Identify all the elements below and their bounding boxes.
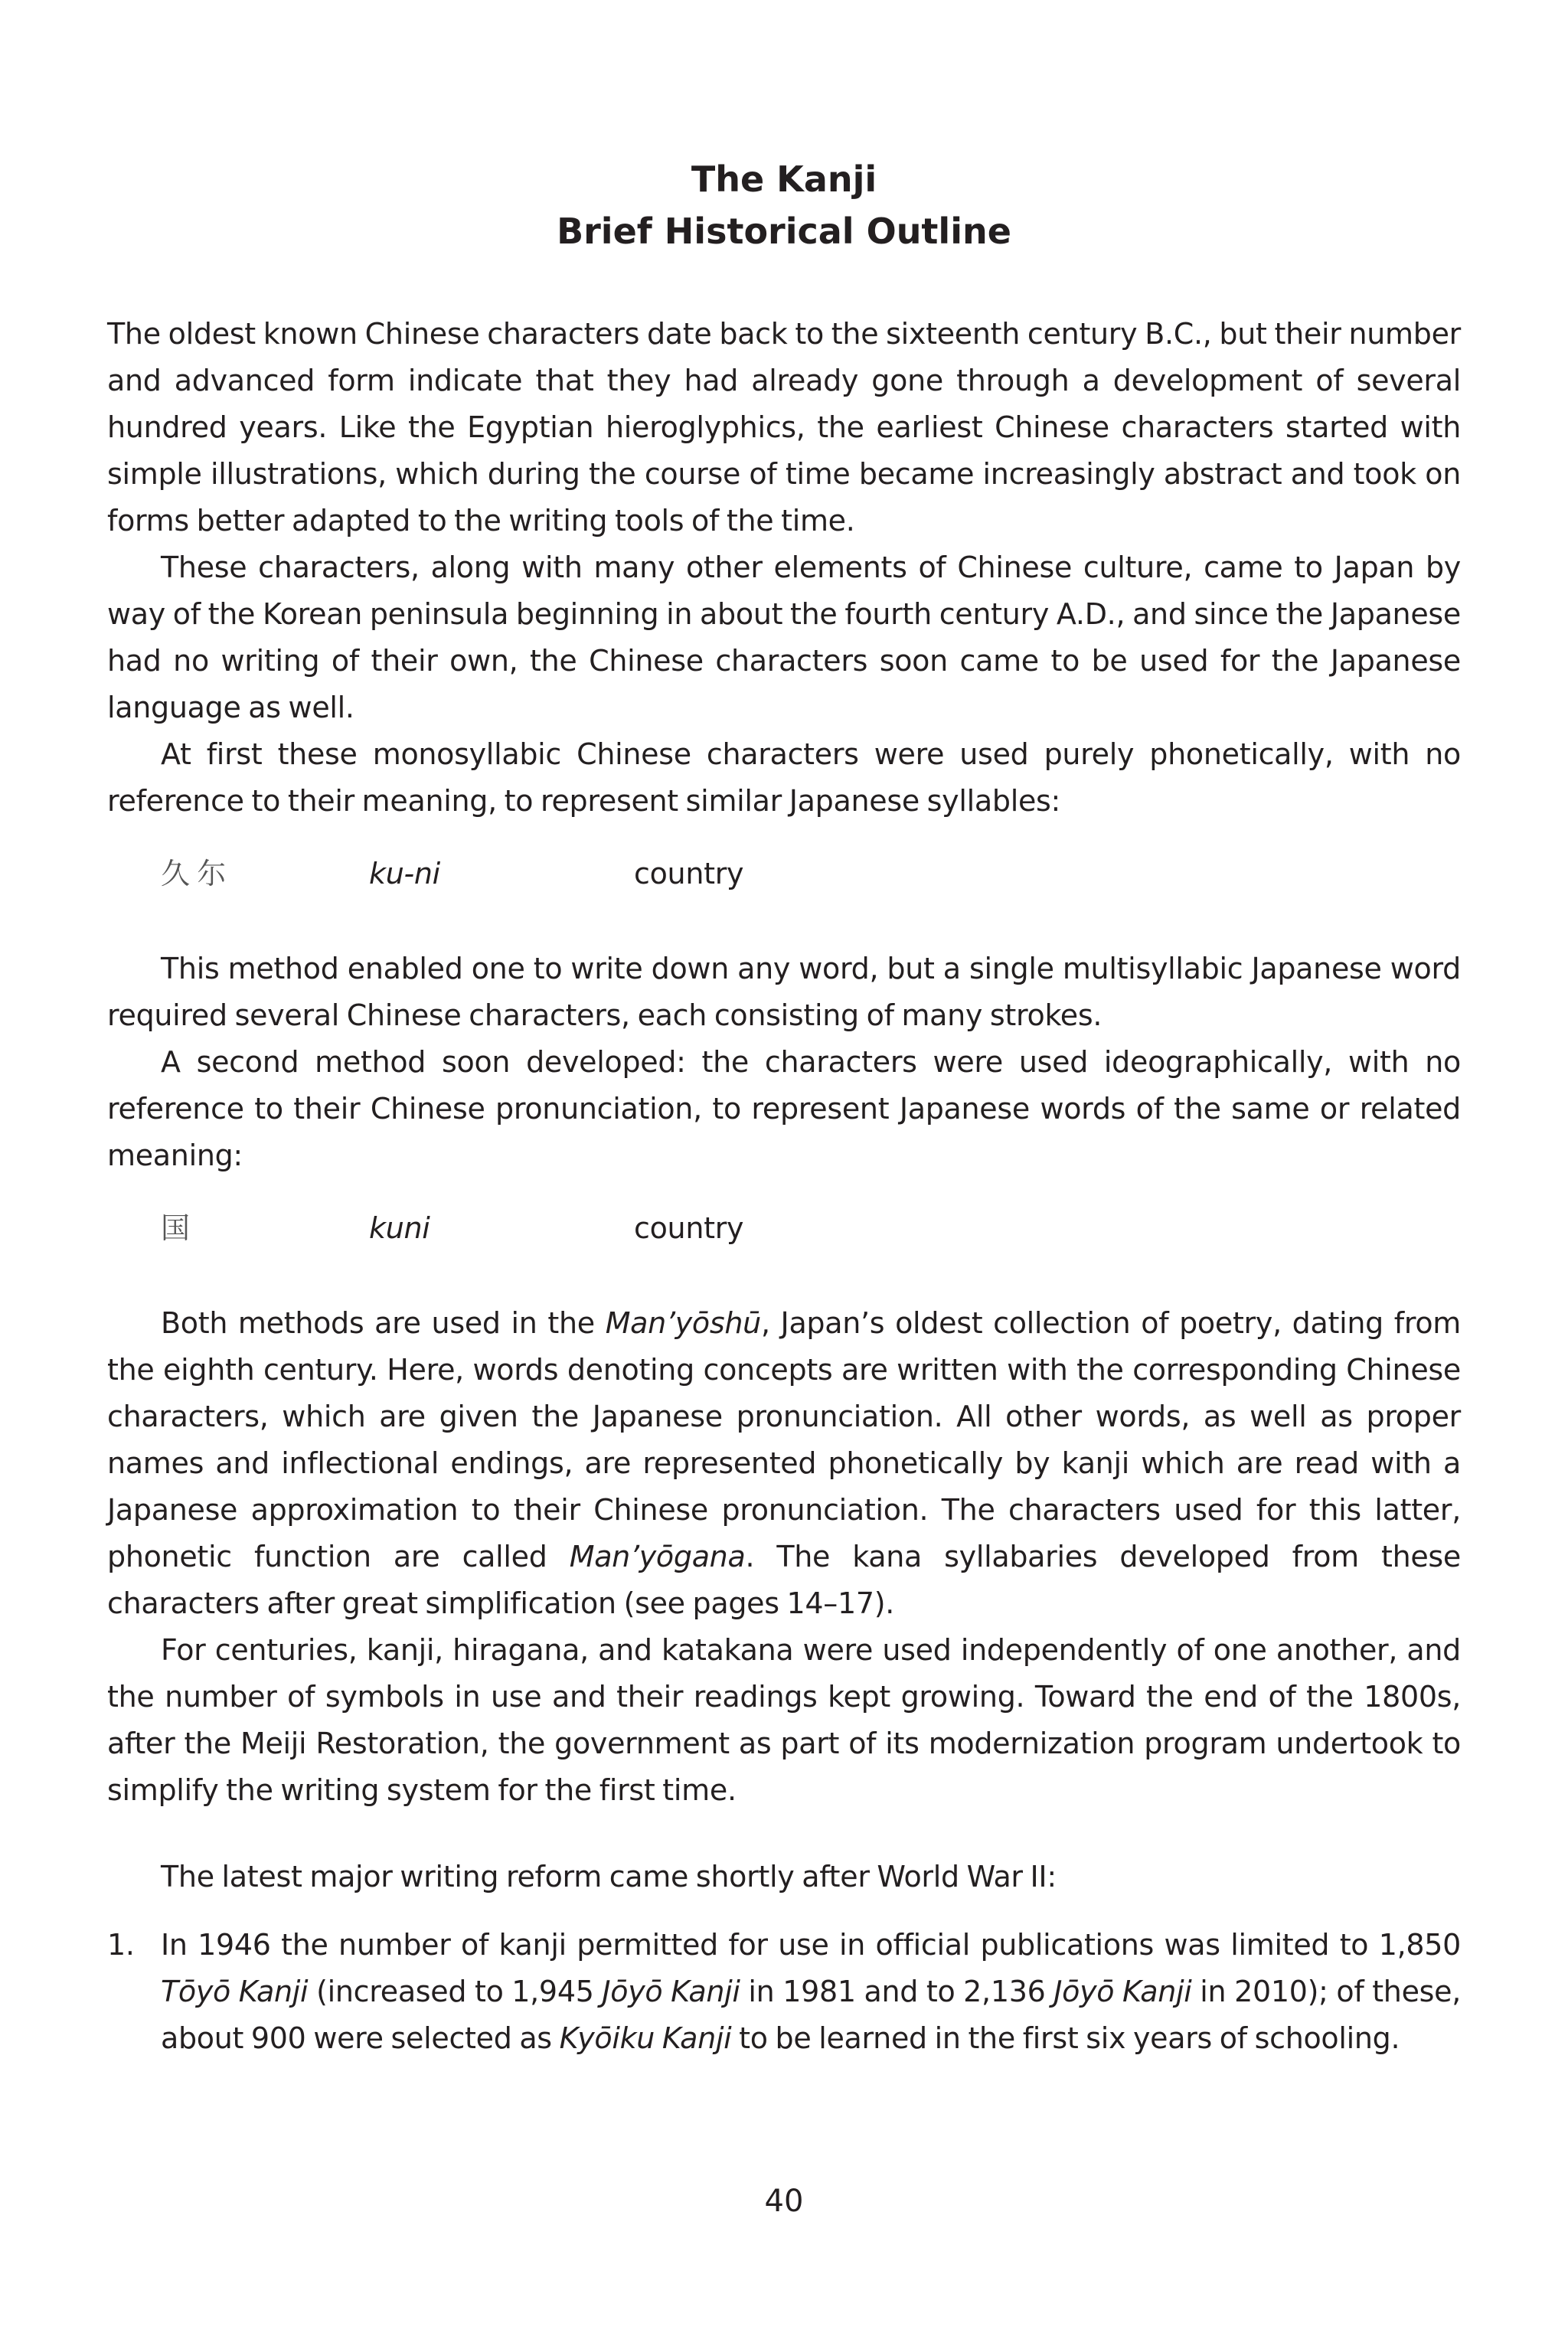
paragraph-6-part-b: , Japan’s oldest collection of poetry, dating from the eighth century. Here, words denoting concepts are written with the corresponding Chinese characters, which are given the Japanese pronunciation. All other words, as well as proper names and inflectional endings, are represented phonetically by kanji which are read with a Japanese approximation to their Chinese pronunciation. The characters used for this latter, phonetic function are called <box>107 1306 1461 1573</box>
body-text <box>107 311 1461 2062</box>
paragraph-7: For centuries, kanji, hiragana, and katakana were used independently of one another, and the number of symbols in use and their readings kept growing. Toward the end of the 1800s, after the Meiji Restoration, the government as part of its modernization program undertook to simplify the writing system for the first time. <box>107 1633 1461 1807</box>
joyo-kanji-term: Jōyō Kanji <box>602 1975 740 2008</box>
kyoiku-kanji-term: Kyōiku Kanji <box>559 2021 732 2055</box>
joyo-kanji-term: Jōyō Kanji <box>1054 1975 1192 2008</box>
page-number: 40 <box>764 2184 804 2219</box>
paragraph-6-part-a: Both methods are used in the <box>161 1306 606 1340</box>
toyo-kanji-term: Tōyō Kanji <box>161 1975 309 2008</box>
paragraph-3: At first these monosyllabic Chinese characters were used purely phonetically, with no reference to their meaning, to represent similar Japanese syllables: <box>107 737 1461 818</box>
manyoshu-title: Man’yōshū <box>605 1306 761 1340</box>
example-kanji: 久 尓 <box>161 856 227 890</box>
example-phonetic <box>161 851 1461 897</box>
list-text-d: in 2010); of these, about 900 were selected as <box>161 1975 1462 2055</box>
list-text-c: in 1981 and to 2,136 <box>740 1975 1054 2008</box>
example-kanji: 国 <box>161 1211 190 1245</box>
list-text-b: (increased to 1,945 <box>308 1975 603 2008</box>
list-number: 1. <box>107 1928 135 1962</box>
page-title: The Kanji <box>691 158 877 200</box>
example-gloss: country <box>634 1211 744 1245</box>
paragraph-8: The latest major writing reform came shortly after World War II: <box>161 1860 1057 1893</box>
example-gloss: country <box>634 856 744 890</box>
spacer <box>107 1814 1461 1854</box>
paragraph-6 <box>107 1300 1461 1627</box>
example-ideographic <box>161 1205 1461 1251</box>
list-item <box>107 1922 1461 2062</box>
paragraph-6-part-c: . The kana syllabaries developed from these characters after great simplification (see pages 14–17). <box>107 1540 1462 1620</box>
page-content <box>107 153 1461 2062</box>
paragraph-5: A second method soon developed: the characters were used ideographically, with no reference to their Chinese pronunciation, to represent Japanese words of the same or related meaning: <box>107 1045 1461 1172</box>
list-text <box>161 1922 1461 2062</box>
paragraph-4: This method enabled one to write down any word, but a single multisyllabic Japanese word required several Chinese characters, each consisting of many strokes. <box>107 952 1461 1032</box>
paragraph-2: These characters, along with many other elements of Chinese culture, came to Japan by way of the Korean peninsula beginning in about the fourth century A.D., and since the Japanese had no writing of their own, the Chinese characters soon came to be used for the Japanese language as well. <box>107 551 1461 724</box>
paragraph-1: The oldest known Chinese characters date back to the sixteenth century B.C., but their number and advanced form indicate that they had already gone through a development of several hundred years. Like the Egyptian hieroglyphics, the earliest Chinese characters started with simple illustrations, which during the course of time became increasingly abstract and took on forms better adapted to the writing tools of the time. <box>107 317 1461 537</box>
manyogana-term: Man’yōgana <box>569 1540 746 1573</box>
example-romaji: ku-ni <box>369 856 440 890</box>
page-subtitle: Brief Historical Outline <box>557 211 1011 252</box>
list-text-a: In 1946 the number of kanji permitted for use in official publications was limited to 1,850 <box>161 1928 1461 1962</box>
example-romaji: kuni <box>369 1211 430 1245</box>
list-text-e: to be learned in the first six years of schooling. <box>731 2021 1400 2055</box>
